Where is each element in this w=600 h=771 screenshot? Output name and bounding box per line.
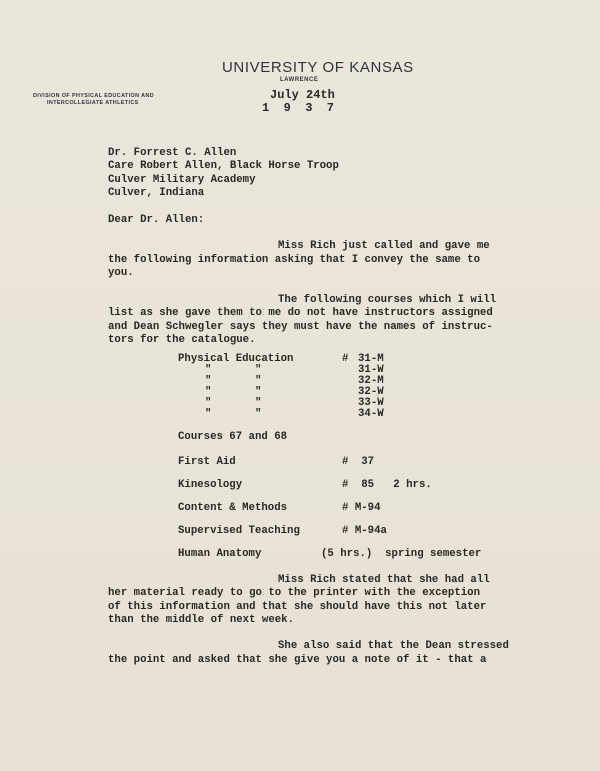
- course-code: 31-W: [358, 364, 384, 376]
- paragraph1-line: Miss Rich just called and gave me: [278, 240, 490, 252]
- ditto-mark: ": [255, 397, 262, 409]
- paragraph3-line: than the middle of next week.: [108, 614, 294, 626]
- course-name: Content & Methods: [178, 502, 288, 514]
- ditto-mark: ": [255, 375, 262, 387]
- paragraph3-line: Miss Rich stated that she had all: [278, 574, 490, 586]
- ditto-mark: ": [205, 408, 212, 420]
- letterhead-institution: UNIVERSITY OF KANSAS: [222, 59, 414, 76]
- paragraph3-line: of this information and that she should have this not later: [108, 601, 487, 613]
- letterhead-division-line1: DIVISION OF PHYSICAL EDUCATION AND: [33, 93, 155, 99]
- recipient-line: Dr. Forrest C. Allen: [108, 147, 237, 159]
- paragraph2-line: tors for the catalogue.: [108, 334, 256, 346]
- paragraph2-line: The following courses which I will: [278, 294, 497, 306]
- paragraph1-line: the following information asking that I convey the same to: [108, 254, 480, 266]
- ditto-mark: ": [205, 364, 212, 376]
- ditto-mark: ": [205, 397, 212, 409]
- ditto-mark: ": [205, 386, 212, 398]
- course-name: Kinesology: [178, 479, 243, 491]
- letterhead-city: LAWRENCE: [280, 77, 319, 83]
- course-detail: # 37: [342, 456, 375, 468]
- recipient-line: Culver Military Academy: [108, 174, 256, 186]
- paragraph3-line: her material ready to go to the printer with the exception: [108, 587, 480, 599]
- ditto-mark: ": [255, 408, 262, 420]
- course-detail: # M-94a: [342, 525, 387, 537]
- course-detail: (5 hrs.) spring semester: [321, 548, 482, 560]
- date-line: July 24th: [270, 88, 335, 102]
- course-name: Courses 67 and 68: [178, 431, 288, 443]
- course-name: Supervised Teaching: [178, 525, 300, 537]
- course-code: 32-M: [358, 375, 384, 387]
- course-pe-label: Physical Education: [178, 353, 294, 365]
- paragraph2-line: list as she gave them to me do not have instructors assigned: [108, 307, 493, 319]
- course-code: 34-W: [358, 408, 384, 420]
- course-name: First Aid: [178, 456, 236, 468]
- course-code: 31-M: [358, 353, 384, 365]
- paragraph1-line: you.: [108, 267, 134, 279]
- course-code: 32-W: [358, 386, 384, 398]
- ditto-mark: ": [205, 375, 212, 387]
- ditto-mark: ": [255, 386, 262, 398]
- course-hash: #: [342, 353, 349, 365]
- recipient-line: Care Robert Allen, Black Horse Troop: [108, 160, 339, 172]
- course-code: 33-W: [358, 397, 384, 409]
- course-detail: # M-94: [342, 502, 381, 514]
- course-name: Human Anatomy: [178, 548, 262, 560]
- letterhead-division-line2: INTERCOLLEGIATE ATHLETICS: [47, 100, 139, 106]
- course-detail: # 85 2 hrs.: [342, 479, 432, 491]
- paragraph4-line: She also said that the Dean stressed: [278, 640, 509, 652]
- ditto-mark: ": [255, 364, 262, 376]
- recipient-line: Culver, Indiana: [108, 187, 205, 199]
- date-year: 1 9 3 7: [262, 101, 335, 115]
- salutation: Dear Dr. Allen:: [108, 214, 205, 226]
- paragraph2-line: and Dean Schwegler says they must have the names of instruc-: [108, 321, 493, 333]
- paragraph4-line: the point and asked that she give you a note of it - that a: [108, 654, 487, 666]
